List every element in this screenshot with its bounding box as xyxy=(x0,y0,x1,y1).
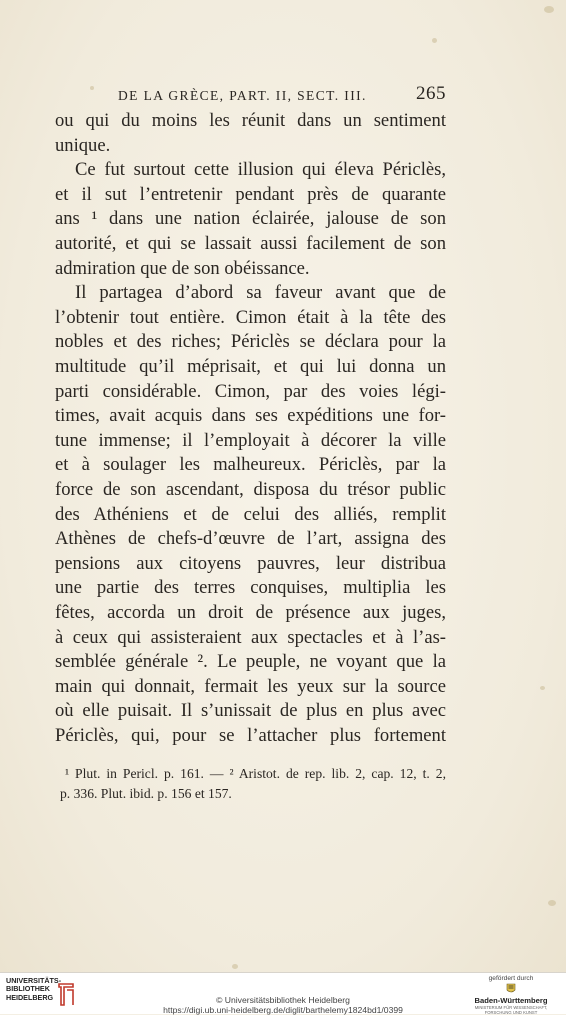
funder-block xyxy=(466,975,556,1013)
copyright-text: © Universitätsbibliothek Heidelberg xyxy=(216,995,350,1005)
foxing-spot xyxy=(540,686,545,690)
text-line: Périclès, qui, pour se l’attacher plus fortement xyxy=(55,725,446,746)
text-line: Ce fut surtout cette illusion qui éleva Périclès, xyxy=(75,159,446,181)
foxing-spot xyxy=(548,900,556,906)
text-line: times, avait acquis dans ses expéditions une for- xyxy=(55,405,446,427)
coat-of-arms-icon xyxy=(500,983,522,995)
text-line: ans ¹ dans une nation éclairée, jalouse de son xyxy=(55,208,446,230)
text-line: parti considérable. Cimon, par des voies légi- xyxy=(55,380,446,402)
page-number: 265 xyxy=(416,83,446,104)
permalink-url[interactable]: https://digi.ub.uni-heidelberg.de/diglit/barthelemy1824bd1/0399 xyxy=(163,1005,403,1015)
running-header xyxy=(118,83,446,110)
text-line: tune immense; il l’employait à décorer la ville xyxy=(55,429,446,451)
text-line: une partie des terres conquises, multiplia les xyxy=(55,577,446,599)
text-line: et à soulager les malheureux. Périclès, par la xyxy=(55,454,446,476)
text-line: force de son ascendant, disposa du trésor public xyxy=(55,479,446,500)
funder-name: Baden-Württemberg xyxy=(474,996,548,1005)
foxing-spot xyxy=(232,964,238,969)
text-line: où elle puisait. Il s’unissait de plus en plus avec xyxy=(55,700,446,722)
text-line: l’obtenir tout entière. Cimon était à la tête des xyxy=(55,306,446,328)
foxing-spot xyxy=(544,6,554,13)
text-line: fêtes, accorda un droit de présence aux juges, xyxy=(55,602,446,623)
viewer-footer xyxy=(0,972,566,1014)
running-title: DE LA GRÈCE, PART. II, SECT. III. xyxy=(118,88,367,103)
foxing-spot xyxy=(90,86,94,90)
logo-line: UNIVERSITÄTS- xyxy=(6,976,62,985)
text-line: autorité, et qui se lassait aussi facilement de son xyxy=(55,233,446,254)
footnote-line: p. 336. Plut. ibid. p. 156 et 157. xyxy=(60,786,232,801)
text-line: unique. xyxy=(55,134,111,156)
funder-label: gefördert durch xyxy=(488,975,534,982)
text-line: semblée générale ². Le peuple, ne voyant que la xyxy=(55,651,446,673)
text-line: main qui donnait, fermait les yeux sur la source xyxy=(55,675,446,697)
text-line: Il partagea d’abord sa faveur avant que de xyxy=(75,282,446,304)
footnote-line: ¹ Plut. in Pericl. p. 161. — ² Aristot. de rep. lib. 2, cap. 12, t. 2, xyxy=(65,766,446,781)
text-line: des Athéniens et de celui des alliés, remplit xyxy=(55,503,446,525)
text-line: nobles et des riches; Périclès se déclara pour la xyxy=(55,331,446,353)
text-line: et il sut l’entretenir pendant près de quarante xyxy=(55,183,446,205)
logo-line: HEIDELBERG xyxy=(6,992,54,1002)
text-line: ou qui du moins les réunit dans un sentiment xyxy=(55,110,446,131)
logo-line: BIBLIOTHEK xyxy=(6,984,50,994)
text-line: à ceux qui assisteraient aux spectacles et à l’as- xyxy=(55,626,446,648)
text-line: pensions aux citoyens pauvres, leur distribua xyxy=(55,552,446,574)
text-line: admiration que de son obéissance. xyxy=(55,257,310,279)
funder-subtitle: MINISTERIUM FÜR WISSENSCHAFT, FORSCHUNG UND KUNST xyxy=(474,1005,548,1015)
foxing-spot xyxy=(432,38,437,43)
text-line: Athènes de chefs-d’œuvre de l’art, assigna des xyxy=(55,528,446,550)
text-line: multitude qu’il méprisait, et qui lui donna un xyxy=(55,356,446,377)
